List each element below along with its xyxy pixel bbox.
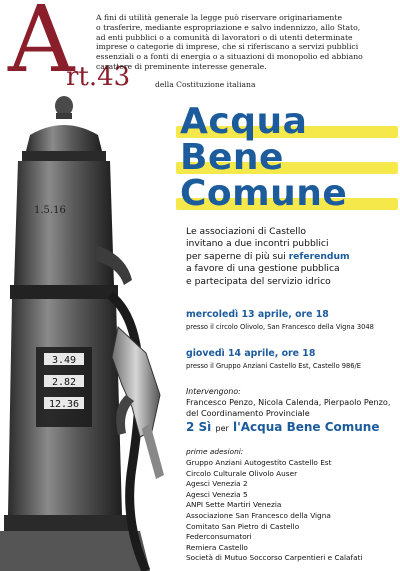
list-item: Remiera Castello <box>186 542 248 552</box>
adhesions-label: prime adesioni: <box>186 447 244 456</box>
event-1-place: presso il circolo Olivolo, San Francesco della Vigna 3048 <box>186 323 374 331</box>
water-pump-illustration <box>0 95 178 571</box>
article-text: A fini di utilità generale la legge può riservare originariamente o trasferire, mediante espropriazione e salvo indennizzo, allo Stato, ad enti pubblici o a comunità di lavoratori o di utenti determinate imprese o categorie di imprese, che si riferiscano a servizi pubblici essenziali o a fonti di energia o a situazioni di monopolio ed abbiano carattere di preminente interesse generale. <box>96 13 363 71</box>
title-line-1: Acqua <box>180 104 390 140</box>
speakers-names: Francesco Penzo, Nicola Calenda, Pierpaolo Penzo, del Coordinamento Provinciale <box>186 397 391 418</box>
speakers-label: Intervengono: <box>186 387 241 396</box>
campaign-title <box>180 101 390 214</box>
article-source: della Costituzione italiana <box>155 80 256 89</box>
intro-paragraph: Le associazioni di Castello invitano a due incontri pubblici per saperne di più sui referendum a favore di una gestione pubblica e partecipata del servizio idrico <box>186 226 350 287</box>
svg-text:2.82: 2.82 <box>51 377 77 388</box>
title-line-2: Bene <box>180 140 390 176</box>
list-item: Gruppo Anziani Autogestito Castello Est <box>186 458 332 467</box>
list-item: Circolo Culturale Olivolo Auser <box>186 468 298 478</box>
two-yes-slogan: 2 Sì per l'Acqua Bene Comune <box>186 420 380 434</box>
event-2-date: giovedì 14 aprile, ore 18 <box>186 348 316 359</box>
event-1-date: mercoledì 13 aprile, ore 18 <box>186 309 329 320</box>
svg-text:3.49: 3.49 <box>51 355 77 366</box>
list-item: Agesci Venezia 2 <box>186 479 248 489</box>
list-item: Comitato San Pietro di Castello <box>186 521 300 531</box>
article-number: rt.43 <box>66 62 131 92</box>
svg-text:1.5.16: 1.5.16 <box>34 205 66 216</box>
list-item: Associazione San Francesco della Vigna <box>186 510 331 520</box>
svg-text:12.36: 12.36 <box>48 399 80 410</box>
title-line-3: Comune <box>180 176 390 212</box>
adhesions-list <box>186 458 362 564</box>
list-item: Agesci Venezia 5 <box>186 489 248 499</box>
list-item: Società di Mutuo Soccorso Carpentieri e Calafati <box>186 553 363 563</box>
event-2-place: presso il Gruppo Anziani Castello Est, Castello 986/E <box>186 362 362 370</box>
list-item: ANPI Sette Martiri Venezia <box>186 500 282 510</box>
referendum-keyword: referendum <box>288 250 350 262</box>
article-initial: A <box>8 0 75 93</box>
list-item: Federconsumatori <box>186 532 252 542</box>
